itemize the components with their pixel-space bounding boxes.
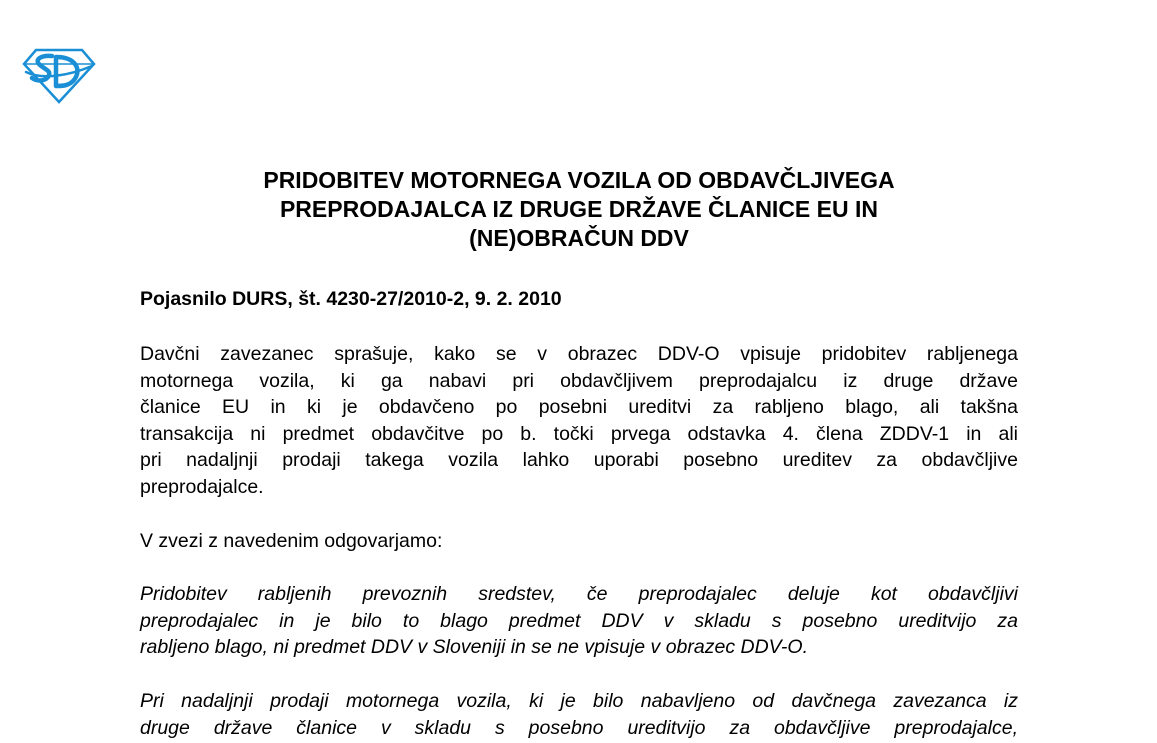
title-line: PRIDOBITEV MOTORNEGA VOZILA OD OBDAVČLJIVEGA: [263, 167, 895, 193]
paragraph-line: V zvezi z navedenim odgovarjamo:: [140, 530, 443, 552]
answer-paragraph: [140, 688, 1018, 741]
paragraph-line: članice EU in ki je obdavčeno po posebni ureditvi za rabljeno blago, ali takšna: [140, 396, 1018, 418]
paragraph-line: pri nadaljnji prodaji takega vozila lahko uporabi posebno ureditev za obdavčljive: [140, 449, 1018, 471]
paragraph-line: preprodajalec in je bilo to blago predmet DDV v skladu s posebno ureditvijo za: [140, 609, 1018, 632]
paragraph-line: Pri nadaljnji prodaji motornega vozila, ki je bilo nabavljeno od davčnega zavezanca iz: [140, 690, 1018, 712]
answer-paragraph: [140, 581, 1018, 661]
paragraph-line: preprodajalce.: [140, 475, 264, 498]
paragraph-line: rabljeno blago, ni predmet DDV v Sloveniji in se ne vpisuje v obrazec DDV-O.: [140, 636, 809, 658]
paragraph-line: druge države članice v skladu s posebno ureditvijo za obdavčljive preprodajalce,: [140, 716, 1018, 739]
document-title: [140, 166, 1018, 253]
paragraph-line: Davčni zavezanec sprašuje, kako se v obrazec DDV-O vpisuje pridobitev rabljenega: [140, 343, 1018, 365]
paragraph-line: Pridobitev rabljenih prevoznih sredstev, če preprodajalec deluje kot obdavčljivi: [140, 583, 1018, 605]
paragraph-line: transakcija ni predmet obdavčitve po b. točki prvega odstavka 4. člena ZDDV-1 in ali: [140, 422, 1018, 445]
title-line: PREPRODAJALCA IZ DRUGE DRŽAVE ČLANICE EU IN: [279, 196, 879, 222]
paragraph-line: motornega vozila, ki ga nabavi pri obdavčljivem preprodajalcu iz druge države: [140, 369, 1018, 392]
answer-intro-paragraph: [140, 528, 1018, 555]
question-paragraph: [140, 341, 1018, 500]
document-subtitle: Pojasnilo DURS, št. 4230-27/2010-2, 9. 2. 2010: [140, 288, 562, 310]
title-line: (NE)OBRAČUN DDV: [469, 225, 689, 251]
sd-logo-icon: [22, 46, 96, 104]
